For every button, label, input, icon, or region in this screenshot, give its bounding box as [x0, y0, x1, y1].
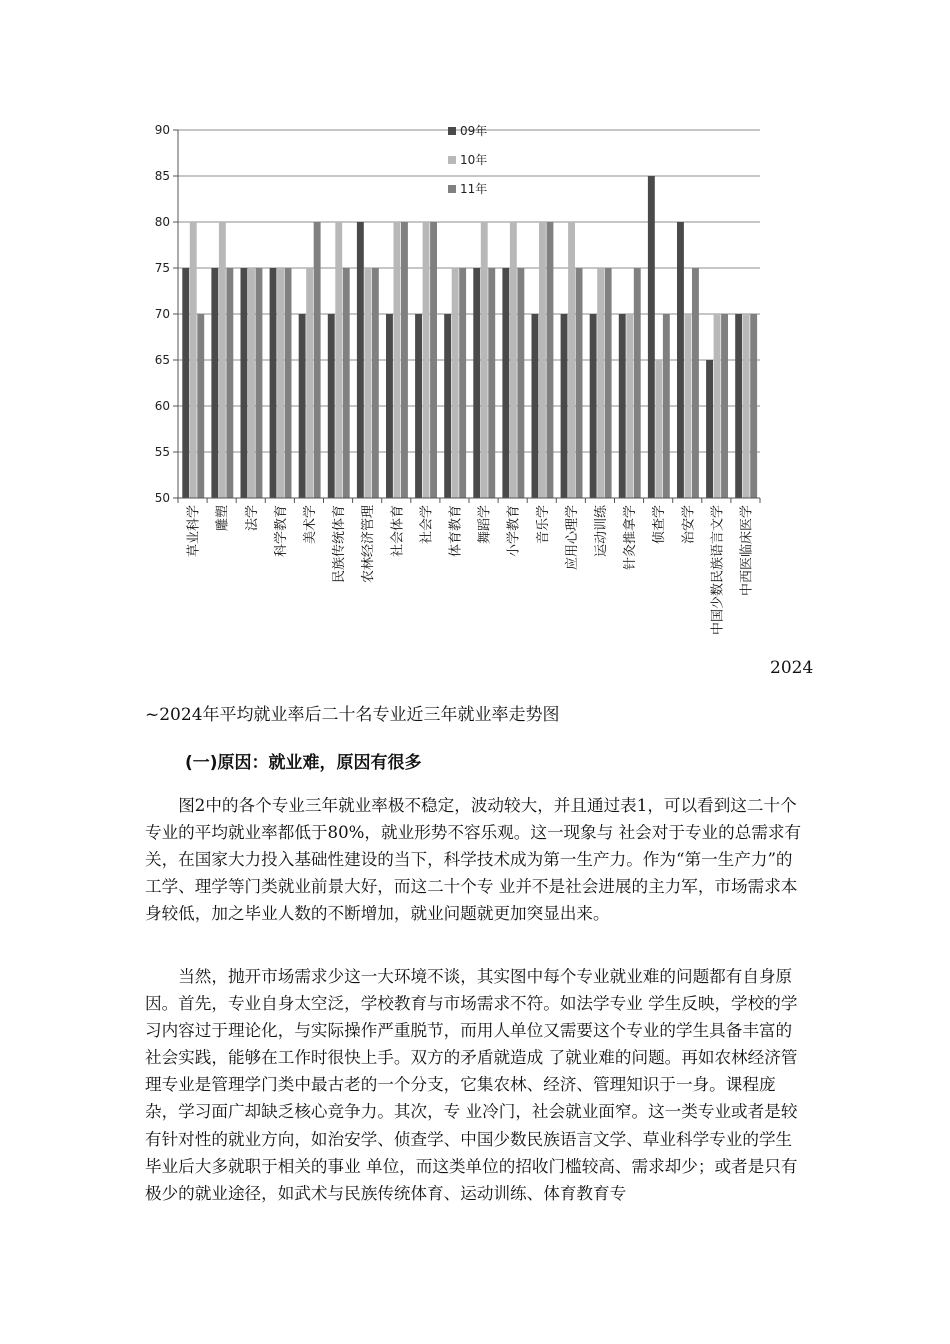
bar: [241, 268, 248, 498]
bar: [685, 314, 692, 498]
y-tick-label: 55: [154, 445, 170, 459]
bar: [386, 314, 393, 498]
x-tick-label: 侦查学: [652, 505, 668, 545]
bar: [619, 314, 626, 498]
y-tick-label: 65: [154, 353, 170, 367]
x-tick-label: 科学教育: [273, 505, 289, 558]
bar: [721, 314, 728, 498]
bar: [517, 268, 524, 498]
bar: [510, 222, 517, 498]
x-tick-label: 中国少数民族语言文学: [710, 505, 726, 636]
x-tick-label: 舞蹈学: [477, 505, 493, 545]
bar: [743, 314, 750, 498]
legend-label: 10年: [460, 153, 488, 167]
bar: [597, 268, 604, 498]
bar: [306, 268, 313, 498]
bar: [219, 222, 226, 498]
bar: [452, 268, 459, 498]
legend-swatch: [448, 156, 456, 164]
legend-swatch: [448, 127, 456, 135]
section-heading: (一)原因：就业难，原因有很多: [185, 753, 422, 773]
x-tick-label: 雕塑: [215, 505, 231, 532]
bar: [226, 268, 233, 498]
x-tick-label: 民族传统体育: [332, 505, 348, 584]
bar: [415, 314, 422, 498]
bar: [394, 222, 401, 498]
bar: [335, 222, 342, 498]
x-tick-label: 美术学: [302, 505, 318, 545]
bar: [561, 314, 568, 498]
y-tick-label: 70: [154, 307, 170, 321]
chart-legend: [448, 123, 487, 196]
bar: [634, 268, 641, 498]
body-paragraph-2: 当然，抛开市场需求少这一大环境不谈，其实图中每个专业就业难的问题都有自身原因。首先，专业自身太空泛，学校教育与市场需求不符。如法学专业 学生反映，学校的学习内容过于理论化，与实际操作严重脱节，而用人单位又需要这个专业的学生具备丰富的社会实践，能够在工作时很快上手。双方的矛盾就造成 了就业难的问题。再如农林经济管理专业是管理学门类中最古老的一个分支，它集农林、经济、管理知识于一身。课程庞杂，学习面广却缺乏核心竞争力。其次，专 业冷门，社会就业面窄。这一类专业或者是较有针对性的就业方向，如治安学、侦查学、中国少数民族语言文学、草业科学专业的学生毕业后大多就职于相关的事业 单位，而这类单位的招收门槛较高、需求却少；或者是只有极少的就业途径，如武术与民族传统体育、运动训练、体育教育专: [145, 967, 798, 1203]
year-note: 2024: [770, 658, 814, 678]
chart-bars: [182, 176, 757, 498]
bar: [444, 314, 451, 498]
bar: [714, 314, 721, 498]
bar: [190, 222, 197, 498]
bar: [430, 222, 437, 498]
bar: [488, 268, 495, 498]
x-tick-label: 体育教育: [448, 505, 464, 558]
y-tick-label: 50: [154, 491, 170, 505]
bar: [248, 268, 255, 498]
bar: [256, 268, 263, 498]
bar: [706, 360, 713, 498]
x-tick-label: 中西医临床医学: [739, 505, 755, 597]
bar: [423, 222, 430, 498]
bar: [692, 268, 699, 498]
bar: [677, 222, 684, 498]
legend-label: 11年: [460, 182, 488, 196]
bar: [473, 268, 480, 498]
figure-caption: ~2024年平均就业率后二十名专业近三年就业率走势图: [145, 705, 560, 725]
x-tick-label: 应用心理学: [564, 505, 580, 571]
y-tick-label: 90: [154, 123, 170, 137]
bar: [211, 268, 218, 498]
y-tick-label: 80: [154, 215, 170, 229]
bar: [576, 268, 583, 498]
legend-label: 09年: [460, 124, 488, 138]
body-paragraph-1: 图2中的各个专业三年就业率极不稳定，波动较大，并且通过表1，可以看到这二十个专业的平均就业率都低于80%，就业形势不容乐观。这一现象与 社会对于专业的总需求有关，在国家大力投入基础性建设的当下，科学技术成为第一生产力。作为“第一生产力”的工学、理学等门类就业前景大好，而这二十个专 业并不是社会进展的主力军，市场需求本身较低，加之毕业人数的不断增加，就业问题就更加突显出来。: [145, 796, 802, 924]
bar: [590, 314, 597, 498]
bar: [314, 222, 321, 498]
x-tick-label: 社会体育: [390, 505, 406, 558]
bar: [532, 314, 539, 498]
bar: [735, 314, 742, 498]
bar: [197, 314, 204, 498]
bar: [182, 268, 189, 498]
y-tick-label: 75: [154, 261, 170, 275]
bar: [502, 268, 509, 498]
bar: [648, 176, 655, 498]
x-tick-label: 草业科学: [186, 505, 202, 558]
x-tick-label: 社会学: [419, 505, 435, 545]
y-tick-label: 85: [154, 169, 170, 183]
x-tick-label: 运动训练: [593, 505, 609, 558]
bar: [357, 222, 364, 498]
bar: [539, 222, 546, 498]
bar: [655, 360, 662, 498]
x-tick-label: 法学: [244, 505, 260, 532]
bar: [277, 268, 284, 498]
bar: [459, 268, 466, 498]
bar: [299, 314, 306, 498]
y-tick-label: 60: [154, 399, 170, 413]
bar: [547, 222, 554, 498]
bar: [750, 314, 757, 498]
bar: [626, 314, 633, 498]
bar: [568, 222, 575, 498]
bar: [605, 268, 612, 498]
employment-rate-bar-chart: [130, 115, 780, 675]
x-tick-label: 针灸推拿学: [623, 505, 639, 571]
bar: [481, 222, 488, 498]
legend-swatch: [448, 185, 456, 193]
bar: [328, 314, 335, 498]
bar: [663, 314, 670, 498]
bar: [372, 268, 379, 498]
bar: [343, 268, 350, 498]
bar: [285, 268, 292, 498]
bar: [401, 222, 408, 498]
bar: [270, 268, 277, 498]
x-tick-label: 音乐学: [535, 505, 551, 545]
x-tick-label: 小学教育: [506, 505, 522, 558]
bar: [364, 268, 371, 498]
x-tick-label: 治安学: [681, 505, 697, 545]
x-tick-label: 农林经济管理: [361, 505, 377, 584]
